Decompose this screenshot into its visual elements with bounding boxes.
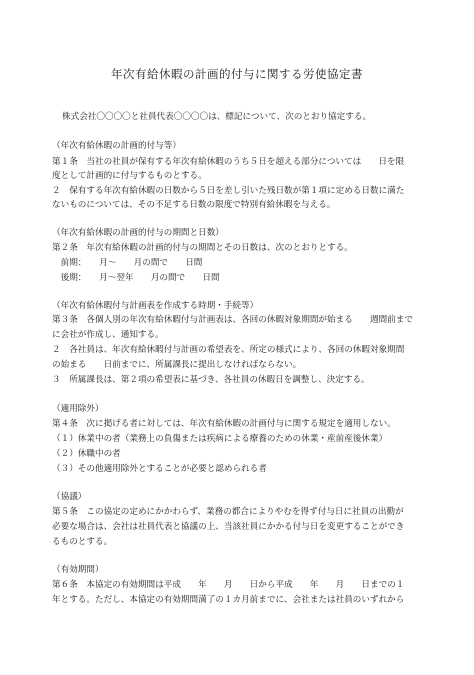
section-2-line-3: 後期： 月～翌年 月の間で 日間 xyxy=(52,273,220,283)
section-4-line-4: （３）その他適用除外とすることが必要と認められる者 xyxy=(52,464,267,474)
section-4-line-2: （１）休業中の者（業務上の負傷または疾病による療養のための休業・産前産後休業） xyxy=(52,434,388,444)
section-1-line-2: 度として計画的に付与するものとする。 xyxy=(52,171,207,181)
section-3-line-1: 第３条 各個人別の年次有給休暇付与計画表は、各回の休暇対象期間が始まる 週間前まで xyxy=(52,315,413,325)
section-1-line-3: ２ 保有する年次有給休暇の日数から５日を差し引いた残日数が第１項に定める日数に満た xyxy=(52,186,405,196)
section-5-line-1: 第５条 この協定の定めにかかわらず、業務の都合によりやむを得ず付与日に社員の出勤が xyxy=(52,507,404,517)
section-6-line-1: 第６条 本協定の有効期間は平成 年 月 日から平成 年 月 日までの１ xyxy=(52,580,405,590)
section-2-line-2: 前期： 月～ 月の間で 日間 xyxy=(52,258,203,268)
section-1-line-1: 第１条 当社の社員が保有する年次有給休暇のうち５日を超える部分については 日を限 xyxy=(52,157,405,167)
document-title: 年次有給休暇の計画的付与に関する労使協定書 xyxy=(111,67,363,81)
section-5-line-3: るものとする。 xyxy=(52,537,113,547)
section-6-line-2: 年とする。ただし、本協定の有効期間満了の１カ月前までに、会社または社員のいずれから xyxy=(52,595,405,605)
section-2-heading: （年次有給休暇の計画的付与の期間と日数） xyxy=(52,228,224,238)
section-4-line-3: （２）休職中の者 xyxy=(52,449,121,459)
intro-text: 株式会社〇〇〇〇と社員代表〇〇〇〇は、標記について、次のとおり協定する。 xyxy=(62,112,372,122)
section-1-line-4: ないものについては、その不足する日数の限度で特別有給休暇を与える。 xyxy=(52,200,336,210)
section-5-heading: （協議） xyxy=(52,492,87,502)
section-2-line-1: 第２条 年次有給休暇の計画的付与の期間とその日数は、次のとおりとする。 xyxy=(52,243,353,253)
section-3-line-3: ２ 各社員は、年次有給休暇付与計画の希望表を、所定の様式により、各回の休暇対象期間 xyxy=(52,345,405,355)
section-3-line-5: ３ 所属課長は、第２項の希望表に基づき、各社員の休暇日を調整し、決定する。 xyxy=(52,375,370,385)
section-4-heading: （適用除外） xyxy=(52,404,104,414)
section-3-heading: （年次有給休暇付与計画表を作成する時期・手続等） xyxy=(52,301,259,311)
section-6-heading: （有効期間） xyxy=(52,565,104,575)
section-4-line-1: 第４条 次に掲げる者に対しては、年次有給休暇の計画付与に関する規定を適用しない。 xyxy=(52,419,396,429)
section-1-heading: （年次有給休暇の計画的付与等） xyxy=(52,141,181,151)
section-3-line-4: の始まる 日前までに、所属課長に提出しなければならない。 xyxy=(52,360,302,370)
section-5-line-2: 必要な場合は、会社は社員代表と協議の上、当該社員にかかる付与日を変更することができ xyxy=(52,522,405,532)
section-3-line-2: に会社が作成し、通知する。 xyxy=(52,330,164,340)
